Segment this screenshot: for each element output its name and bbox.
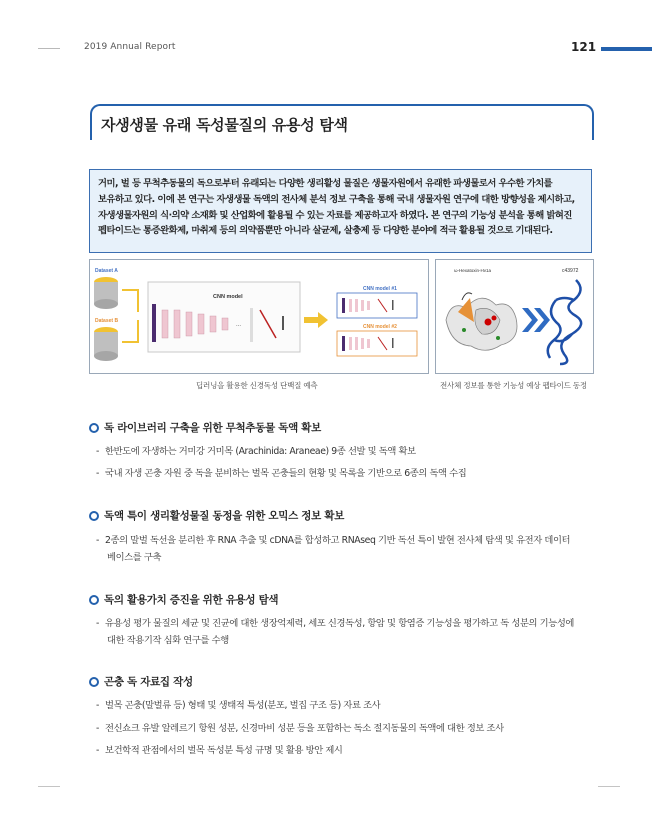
section-heading-text: 곤충 독 자료집 작성 bbox=[104, 676, 193, 688]
list-item: - 보건학적 관점에서의 벌목 독성분 특성 규명 및 활용 방안 제시 bbox=[96, 745, 343, 756]
dataset-a-label: Dataset A bbox=[95, 268, 118, 274]
summary-line: 거미, 벌 등 무척추동물의 독으로부터 유래되는 다양한 생리활성 물질은 생물자원에서 유래한 파생물로서 우수한 가치를 bbox=[98, 178, 553, 189]
list-item: - 전신쇼크 유발 알레르기 항원 성분, 신경마비 성분 등을 포함하는 독소 절지동물의 독액에 대한 정보 조사 bbox=[96, 723, 504, 734]
arrow-icon bbox=[122, 320, 138, 342]
bullet-circle-icon bbox=[89, 423, 99, 433]
protein-structure-left-icon bbox=[446, 293, 517, 350]
section-title: 자생생물 유래 독성물질의 유용성 탐색 bbox=[101, 116, 348, 134]
list-item: - 유용성 평가 물질의 세균 및 진균에 대한 생장억제력, 세포 신경독성, 항암 및 항염증 기능성을 평가하고 독 성분의 기능성에 bbox=[96, 618, 575, 629]
peptide-structure-figure bbox=[435, 259, 594, 374]
section-heading-venom-library bbox=[89, 420, 321, 435]
figure2-caption: 전사체 정보를 통한 기능성 예상 펩타이드 동정 bbox=[440, 381, 587, 390]
dataset-a-cylinder-icon bbox=[94, 277, 118, 309]
section-heading-insect-venom-book bbox=[89, 674, 193, 689]
bullet-circle-icon bbox=[89, 511, 99, 521]
list-item: - 국내 자생 곤충 자원 중 독을 분비하는 벌목 곤충들의 현황 및 목록을 기반으로 6종의 독액 수집 bbox=[96, 468, 467, 479]
dataset-b-label: Dataset B bbox=[95, 318, 119, 324]
cnn-model-box bbox=[148, 282, 300, 352]
peptide-structure-graphic bbox=[436, 260, 593, 373]
summary-line: 자생생물자원의 식·의약 소재화 및 산업화에 활용될 수 있는 자료를 제공하고자 하였다. 본 연구의 기능성 분석을 통해 밝혀진 bbox=[98, 209, 572, 221]
cnn-output-bar bbox=[282, 316, 284, 330]
section-heading-text: 독 라이브러리 구축을 위한 무척추동물 독액 확보 bbox=[104, 422, 321, 434]
section-heading-text: 독의 활용가치 증진을 위한 유용성 탐색 bbox=[104, 594, 279, 606]
cnn-diagram-graphic bbox=[90, 260, 428, 373]
arrow-icon bbox=[122, 290, 138, 312]
omega-hexatoxin-label: ω-Hexatoxin-Hv1a bbox=[454, 268, 492, 273]
cnn-model-1-bar bbox=[392, 300, 394, 310]
chevron-right-icon bbox=[522, 308, 538, 332]
figure1-caption: 딥러닝을 활용한 신경독성 단백질 예측 bbox=[196, 381, 318, 390]
summary-line: 펩타이드는 통증완화제, 마취제 등의 의약품뿐만 아니라 살균제, 살충제 등 다양한 분야에 적극 활용될 것으로 기대된다. bbox=[98, 225, 553, 237]
protein-structure-right-icon bbox=[548, 280, 581, 364]
header-accent-bar bbox=[601, 47, 652, 51]
list-item: - 벌목 곤충(말벌류 등) 형태 및 생태적 특성(분포, 벌집 구조 등) 자료 조사 bbox=[96, 700, 381, 711]
c43972-label: c43972 bbox=[562, 268, 579, 274]
list-item-continuation: 베이스를 구축 bbox=[107, 552, 162, 563]
page-number: 121 bbox=[571, 40, 597, 54]
arrow-right-icon bbox=[304, 312, 328, 328]
footer-rule-right bbox=[598, 786, 620, 787]
cnn-model-1-label: CNN model #1 bbox=[363, 286, 397, 292]
section-heading-text: 독액 특이 생리활성물질 동정을 위한 오믹스 정보 확보 bbox=[104, 510, 345, 522]
list-item-continuation: 대한 작용기작 심화 연구를 수행 bbox=[107, 635, 229, 646]
list-item: - 한반도에 자생하는 거미강 거미목 (Arachinida: Araneae) 9종 선발 및 독액 확보 bbox=[96, 446, 416, 457]
bullet-circle-icon bbox=[89, 595, 99, 605]
report-label: 2019 Annual Report bbox=[84, 42, 176, 52]
cnn-diagram-figure bbox=[89, 259, 429, 374]
section-heading-utility bbox=[89, 592, 278, 607]
cnn-model-2-label: CNN model #2 bbox=[363, 324, 397, 330]
cnn-model-label: CNN model bbox=[213, 294, 243, 300]
cnn-input-layer bbox=[152, 304, 156, 342]
summary-line: 보유하고 있다. 이에 본 연구는 자생생물 독액의 전사체 분석 정보 구축을 통해 국내 생물자원 연구에 대한 방향성을 제시하고, bbox=[98, 193, 575, 205]
cnn-dense-layer bbox=[250, 308, 253, 342]
header-rule-left bbox=[38, 48, 60, 49]
bullet-circle-icon bbox=[89, 677, 99, 687]
cnn-ellipsis: ... bbox=[236, 322, 242, 328]
section-heading-omics bbox=[89, 508, 344, 523]
dataset-b-cylinder-icon bbox=[94, 327, 118, 361]
list-item: - 2종의 말벌 독선을 분리한 후 RNA 추출 및 cDNA를 합성하고 RNAseq 기반 독선 특이 발현 전사체 탐색 및 유전자 데이터 bbox=[96, 535, 571, 546]
summary-box bbox=[89, 169, 592, 253]
cnn-model-2-bar bbox=[392, 338, 394, 348]
footer-rule-left bbox=[38, 786, 60, 787]
